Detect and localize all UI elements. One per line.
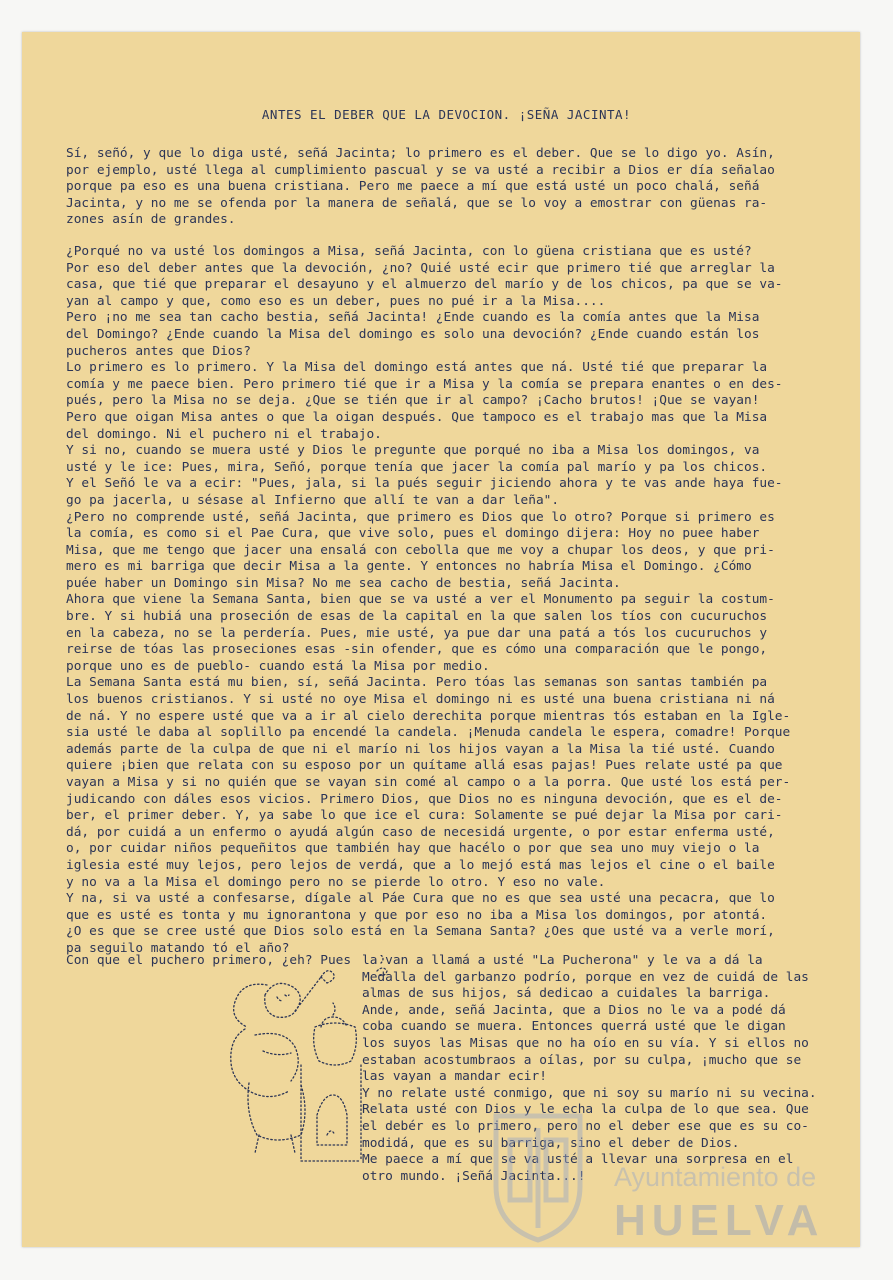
watermark-line-2: HUELVA [614,1196,825,1245]
paragraph-closing-start: Con que el puchero primero, ¿eh? Pues [66,953,352,968]
paragraph-closing: la van a llamá a usté "La Pucherona" y le va a dá la Medalla del garbanzo podrío, porque en vez de cuidá de las almas de sus hijos, sá dedicao a cuidales la barriga. Ande, ande, señá Jacinta, que a Dios no le va a podé dá coba cuando se muera. Entonces querrá usté que le digan los suyos las Misas que no ha oío en su vía. Y si ellos no estaban acostumbraos a oílas, por su culpa, ¡mucho que se las vayan a mandar ecir! Y no relate usté conmigo, que ni soy su marío ni su vecina. Relata usté con Dios y le echa la culpa de lo que sea. Que el debér es lo primero, pero no el deber ese que es su co- modidá, que es su barriga, sino el deber de Dios. Me paece a mí que se va usté a llevar una sorpresa en el otro mundo. ¡Señá Jacinta...! [362,953,817,1184]
watermark [488,1110,828,1250]
coat-of-arms-icon [488,1110,588,1245]
document-title: ANTES EL DEBER QUE LA DEVOCION. ¡SEÑA JACINTA! [261,107,632,122]
watermark-line-1: Ayuntamiento de [614,1162,817,1192]
paragraph-intro: Sí, señó, y que lo diga usté, señá Jacinta; lo primero es el deber. Que se lo digo yo. Asín, por ejemplo, usté llega al cumplimiento pascual y se va usté a recibir a Dios er día señalao porque pa eso es una buena cristiana. Pero me paece a mí que está usté un poco chalá, señá Jacinta, y no me se ofenda por la manera de señalá, que se lo voy a emostrar con güenas ra- zones asín de grandes. [66,146,775,228]
paragraph-body: ¿Porqué no va usté los domingos a Misa, señá Jacinta, con lo güena cristiana que es usté? Por eso del deber antes que la devoción, ¿no? Quié usté ecir que primero tié que arreglar la casa, que tié que preparar el desayuno y el almuerzo del marío y de los chicos, pa que se va- yan al campo y que, como eso es un deber, pues no pué ir a la Misa.... Pero ¡no me sea tan cacho bestia, señá Jacinta! ¿Ende cuando es la comía antes que la Misa del Domingo? ¿Ende cuando la Misa del domingo es solo una devoción? ¿Ende cuando están los pucheros antes que Dios? Lo primero es lo primero. Y la Misa del domingo está antes que ná. Usté tié que preparar la comía y me paece bien. Pero primero tié que ir a Misa y la comía se prepara enantes o en des- pués, pero la Misa no se deja. ¿Que se tién que ir al campo? ¡Cacho brutos! ¡Que se vayan! Pero que oigan Misa antes o que la oigan después. Que tampoco es el trabajo mas que la Misa del domingo. Ni el puchero ni el trabajo. Y si no, cuando se muera usté y Dios le pregunte que porqué no iba a Misa los domingos, va usté y le ice: Pues, mira, Señó, porque tenía que jacer la comía pal marío y pa los chicos. Y el Señó le va a ecir: "Pues, jala, si la pués seguir jiciendo ahora y te vas ande haya fue- go pa jacerla, u sésase al Infierno que allí te van a dar leña". ¿Pero no comprende usté, señá Jacinta, que primero es Dios que lo otro? Porque si primero es la comía, es como si el Pae Cura, que vive solo, pues el domingo dijera: Hoy no puee haber Misa, que me tengo que jacer una ensalá con cebolla que me voy a chupar los deos, y que pri- mero es mi barriga que decir Misa a la gente. Y entonces no habría Misa el Domingo. ¿Cómo puée haber un Domingo sin Misa? No me sea cacho de bestia, señá Jacinta. Ahora que viene la Semana Santa, bien que se va usté a ver el Monumento pa seguir la costum- bre. Y si hubiá una proseción de esas de la capital en la que salen los tíos con cucuruchos en la cabeza, no se la perdería. Pues, mie usté, ya pue dar una patá a tós los cucuruchos y reirse de tóas las proseciones esas -sin ofender, que es cómo una comparación que le pongo, porque uno es de pueblo- cuando está la Misa por medio. La Semana Santa está mu bien, sí, señá Jacinta. Pero tóas las semanas son santas también pa los buenos cristianos. Y si usté no oye Misa el domingo ni es usté una buena cristiana ni ná de ná. Y no espere usté que va a ir al cielo derechita porque mientras tós estaban en la Igle- sia usté le daba al soplillo pa encendé la candela. ¡Menuda candela le espera, comadre! Porque además parte de la culpa de que ni el marío ni los hijos vayan a la Misa la tié usté. Cuando quiere ¡bien que relata con su esposo por un quítame allá esas pajas! Pues relate usté pa que vayan a Misa y si no quién que se vayan sin comé al campo o a la porra. Que usté los está per- judicando con dáles esos vicios. Primero Dios, que Dios no es ninguna devoción, que es el de- ber, el primer deber. Y, ya sabe lo que ice el cura: Solamente se pué dejar la Misa por cari- dá, por cuidá a un enfermo o ayudá algún caso de necesidá urgente, o por estar enferma usté, o, por cuidar niños pequeñitos que también hay que hacélo o por que sea uno muy viejo o la iglesia esté muy lejos, pero lejos de verdá, que a lo mejó está mas lejos el cine o el baile y no va a la Misa el domingo pero no se pierde lo otro. Y eso no vale. Y na, si va usté a confesarse, dígale al Páe Cura que no es que sea usté una pecacra, que lo que es usté es tonta y mu ignorantona y que por eso no iba a Misa los domingos, por atontá. ¿O es que se cree usté que Dios solo está en la Semana Santa? ¿Oes que usté va a verle morí, pa seguilo matando tó el año? [66,244,791,956]
